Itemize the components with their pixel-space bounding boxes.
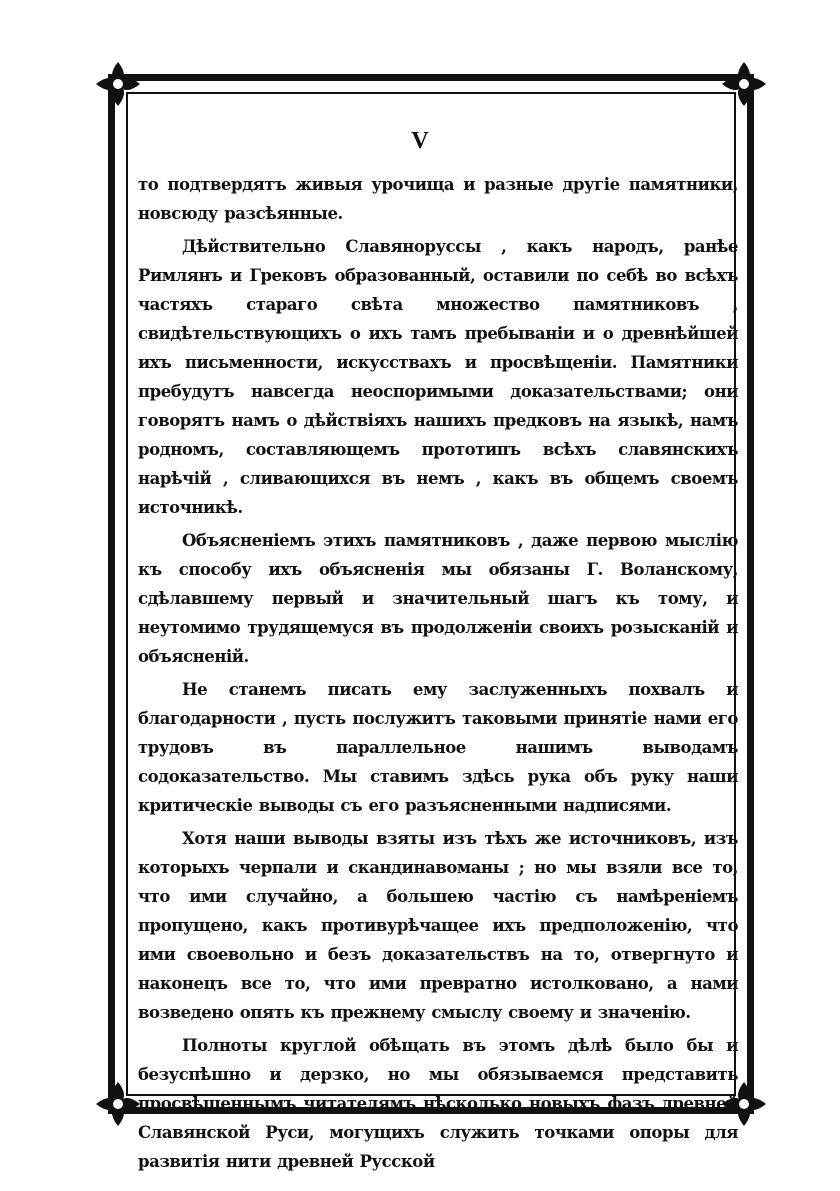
corner-ornament-top-left-icon [92,58,144,110]
page-number: V [411,128,429,154]
paragraph: Объясненіемъ этихъ памятниковъ , даже первою мыслію къ способу ихъ объясненія мы обязаны Г. Воланскому, сдѣлавшему первый и значительный шагъ къ тому, и неутомимо трудящемуся въ продолженіи своихъ розысканій и объясненій. [138,531,738,666]
paragraph-continuation: то подтвердятъ живыя урочища и разные другіе памятники, новсюду разсѣянные. [138,175,738,223]
corner-ornament-top-right-icon [718,58,770,110]
paragraph: Хотя наши выводы взяты изъ тѣхъ же источниковъ, изъ которыхъ черпали и скандинавоманы ; но мы взяли все то, что ими случайно, а большею частію съ намѣреніемъ пропущено, какъ противурѣчащее ихъ предположенію, что ими своевольно и безъ доказательствъ на то, отвергнуто и наконецъ все то, что ими превратно истолковано, а нами возведено опять къ прежнему смыслу своему и значенію. [138,829,738,1022]
corner-ornament-bottom-left-icon [92,1078,144,1130]
paragraph: Дѣйствительно Славяноруссы , какъ народъ, ранѣе Римлянъ и Грековъ образованный, оставили по себѣ во всѣхъ частяхъ стараго свѣта множество памятниковъ , свидѣтельствующихъ о ихъ тамъ пребываніи и о древнѣйшей ихъ письменности, искусствахъ и просвѣщеніи. Памятники пребудутъ навсегда неоспоримыми доказательствами; они говорятъ намъ о дѣйствіяхъ нашихъ предковъ на языкѣ, намъ родномъ, составляющемъ прототипъ всѣхъ славянскихъ нарѣчій , сливающихся въ немъ , какъ въ общемъ своемъ источникѣ. [138,237,738,517]
paragraph: Полноты круглой обѣщать въ этомъ дѣлѣ было бы и безуспѣшно и дерзко, но мы обязываемся представить просвѣщеннымъ читателямъ нѣсколько новыхъ фазъ древней Славянской Руси, могущихъ служить точками опоры для развитія нити древней Русской [138,1036,738,1171]
body-text [138,170,738,1180]
paragraph: Не станемъ писать ему заслуженныхъ похвалъ и благодарности , пусть послужитъ таковыми принятіе нами его трудовъ въ параллельное нашимъ выводамъ содоказательство. Мы ставимъ здѣсь рука объ руку наши критическіе выводы съ его разъясненными надписями. [138,680,738,815]
